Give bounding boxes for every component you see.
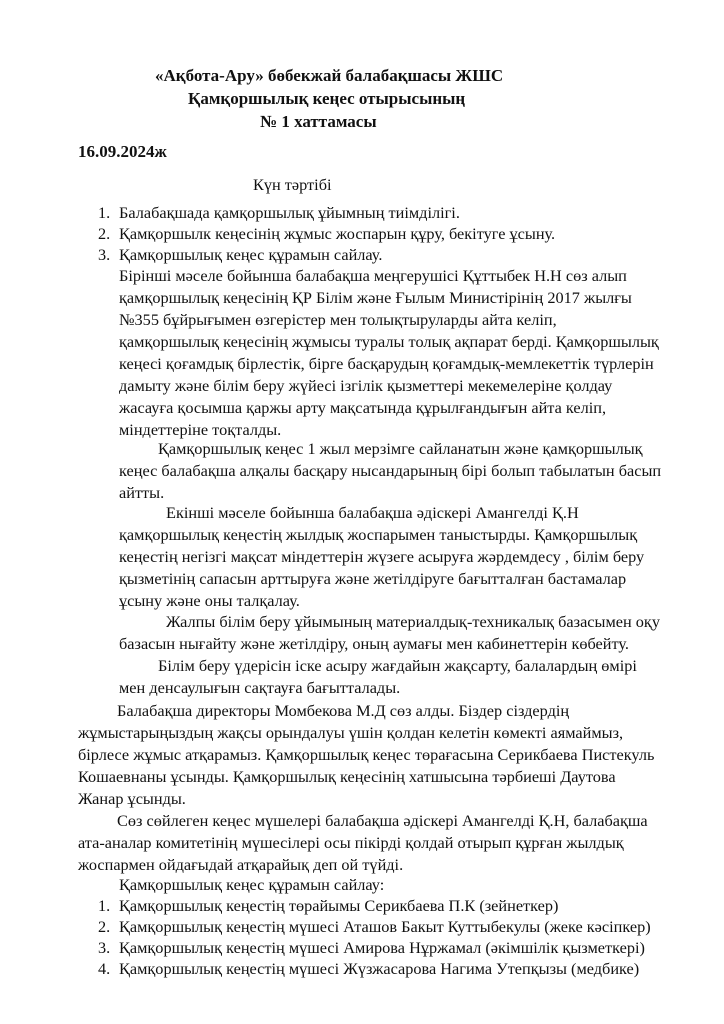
body-line: кеңес балабақша алқалы басқару нысандарының бірі болып табылатын басып	[119, 461, 662, 480]
body-line: жұмыстарыңыздың жақсы орындалуы үшін қолдан келетін көмекті аямаймыз,	[78, 723, 624, 742]
body-line: айтты.	[119, 483, 165, 502]
agenda-item: Қамқоршылк кеңесінің жұмыс жоспарын құру, бекітуге ұсыну.	[119, 224, 556, 243]
member-item: Қамқоршылық кеңестің мүшесі Амирова Нұржамал (әкімшілік қызметкері)	[119, 938, 645, 957]
body-line: жоспармен ойдағыдай атқарайық деп ой түйді.	[78, 855, 404, 874]
document-date: 16.09.2024ж	[78, 142, 167, 161]
agenda-item: Қамқоршылық кеңес құрамын сайлау.	[119, 245, 383, 264]
member-item: Қамқоршылық кеңестің мүшесі Жүзжасарова Нагима Утепқызы (медбике)	[119, 959, 640, 978]
agenda-item: Балабақшада қамқоршылық ұйымның тиімділігі.	[119, 203, 460, 222]
member-item: Қамқоршылық кеңестің төрайымы Серикбаева П.К (зейнеткер)	[119, 896, 559, 915]
body-line: Екінші мәселе бойынша балабақша әдіскері Амангелді Қ.Н	[166, 503, 579, 522]
body-line: қамқоршылық кеңестің жылдық жоспарымен таныстырды. Қамқоршылық	[119, 525, 638, 544]
body-line: кеңесі қоғамдық бірлестік, бірге басқарудың қоғамдық-мемлекеттік түрлерін	[119, 354, 654, 373]
member-number: 3.	[98, 938, 111, 957]
body-line: кеңестің негізгі мақсат міндеттерін жүзеге асыруға жәрдемдесу , білім беру	[119, 547, 645, 566]
body-line: мен денсаулығын сақтауға бағытталады.	[119, 678, 401, 697]
body-line: Сөз сөйлеген кеңес мүшелері балабақша әдіскері Амангелді Қ.Н, балабақша	[117, 811, 648, 830]
body-line: қамқоршылық кеңесінің жұмысы туралы толық ақпарат берді. Қамқоршылық	[119, 332, 659, 351]
member-number: 1.	[98, 896, 111, 915]
body-line: дамыту және білім беру жүйесі ізгілік қызметтері мекемелеріне қолдау	[119, 376, 613, 395]
body-line: Жалпы білім беру ұйымының материалдық-техникалық базасымен оқу	[166, 612, 660, 631]
body-line: №355 бұйрығымен өзгерістер мен толықтыруларды айта келіп,	[119, 310, 557, 329]
body-line: міндеттеріне тоқталды.	[119, 420, 282, 439]
body-line: бірлесе жұмыс атқарамыз. Қамқоршылық кеңес төрағасына Серикбаева Пистекуль	[78, 745, 655, 764]
member-number: 4.	[98, 959, 111, 978]
document-title: Қамқоршылық кеңес отырысының	[188, 89, 466, 108]
agenda-title: Күн тәртібі	[253, 175, 332, 194]
member-number: 2.	[98, 917, 111, 936]
body-line: Бірінші мәселе бойынша балабақша меңгерушісі Құттыбек Н.Н сөз алып	[119, 266, 627, 285]
members-heading: Қамқоршылық кеңес құрамын сайлау:	[119, 875, 385, 894]
body-line: Балабақша директоры Момбекова М.Д сөз алды. Біздер сіздердің	[117, 701, 570, 720]
member-item: Қамқоршылық кеңестің мүшесі Аташов Бакыт Куттыбекулы (жеке кәсіпкер)	[119, 917, 651, 936]
organization-name: «Ақбота-Ару» бөбекжай балабақшасы ЖШС	[155, 66, 504, 85]
body-line: ұсыну және оны талқалау.	[119, 591, 300, 610]
body-line: қызметінің сапасын арттыруға және жетілдіруге бағытталған бастамалар	[119, 569, 627, 588]
body-line: жасауға қосымша қаржы арту мақсатында құрылғандығын айта келіп,	[119, 398, 607, 417]
body-line: Қамқоршылық кеңес 1 жыл мерзімге сайланатын және қамқоршылық	[158, 439, 643, 458]
body-line: Білім беру үдерісін іске асыру жағдайын жақсарту, балалардың өмірі	[158, 656, 637, 675]
agenda-item-number: 2.	[98, 224, 111, 243]
agenda-item-number: 3.	[98, 245, 111, 264]
body-line: Кошаевнаны ұсынды. Қамқоршылық кеңесінің хатшысына тәрбиеші Даутова	[78, 767, 616, 786]
agenda-item-number: 1.	[98, 203, 111, 222]
body-line: қамқоршылық кеңесінің ҚР Білім және Ғылым Министірінің 2017 жылғы	[119, 288, 632, 307]
body-line: базасын нығайту және жетілдіру, оның аумағы мен кабинеттерін көбейту.	[119, 634, 629, 653]
protocol-number: № 1 хаттамасы	[260, 112, 377, 131]
body-line: ата-аналар комитетінің мүшесілері осы пікірді қолдай отырып құрған жылдық	[78, 833, 624, 852]
body-line: Жанар ұсынды.	[78, 789, 186, 808]
